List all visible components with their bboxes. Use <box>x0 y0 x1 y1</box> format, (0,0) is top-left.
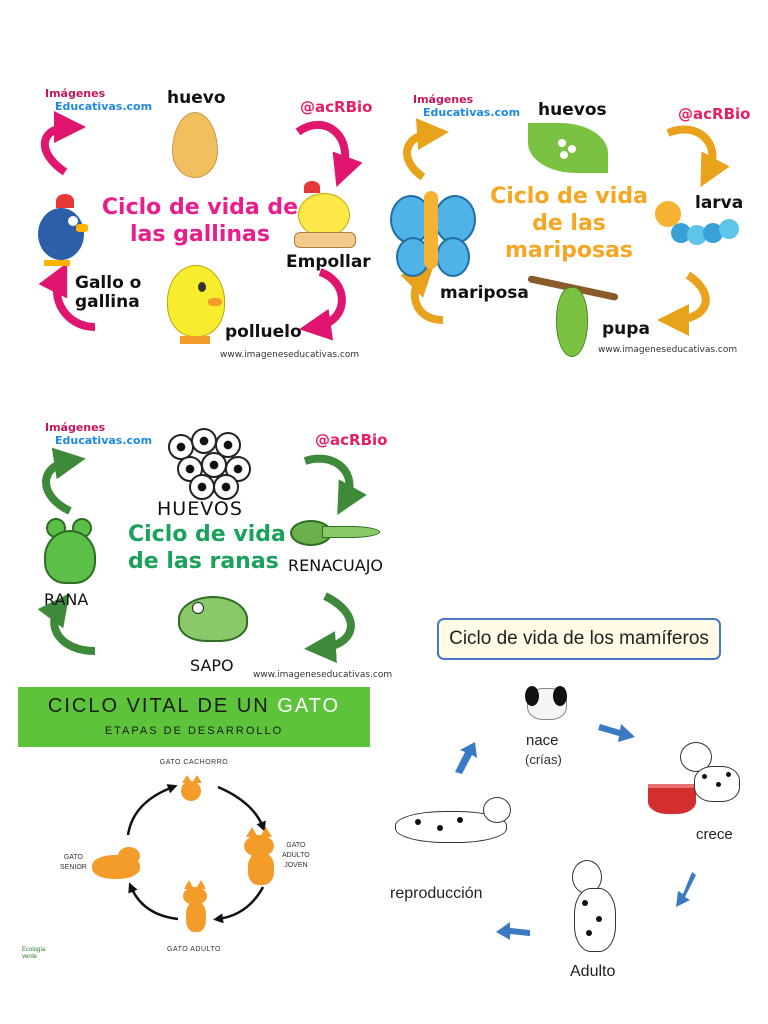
label-polluelo: polluelo <box>225 322 302 342</box>
label-gallo-line-2: gallina <box>75 292 140 312</box>
label-nace: nace <box>526 732 559 749</box>
logo-line-1: Imágenes <box>45 421 106 434</box>
label-gato-cachorro: GATO CACHORRO <box>159 759 229 766</box>
panel-mamiferos <box>380 612 750 992</box>
brand-line-1: Ecología <box>22 947 46 953</box>
cycle-arrow <box>131 887 178 919</box>
panel-gallinas <box>20 82 380 367</box>
mamiferos-title: Ciclo de vida de los mamíferos <box>449 628 709 649</box>
label-huevo: huevo <box>167 88 226 108</box>
adult-dalmatian-icon <box>562 860 632 960</box>
label-gato-senior <box>60 853 87 873</box>
kitten-icon <box>178 773 206 803</box>
young-dalmatian-icon <box>680 742 742 822</box>
brand-line-2: verde <box>22 954 38 960</box>
lying-dalmatian-icon <box>385 797 515 855</box>
label-adulto: Adulto <box>570 963 616 980</box>
ecologia-verde-logo <box>22 947 45 961</box>
tadpole-icon <box>290 516 382 546</box>
label-sapo: SAPO <box>190 656 234 675</box>
senior-line-1: GATO <box>63 854 84 861</box>
toad-icon <box>172 592 250 644</box>
title-line-2: de las ranas <box>128 549 279 574</box>
title-line-1: Ciclo de vida <box>490 184 648 209</box>
panel-gato <box>18 687 370 967</box>
label-huevos: HUEVOS <box>157 498 243 520</box>
cycle-arrow <box>407 133 433 177</box>
imagenes-educativas-logo <box>45 421 152 447</box>
gallinas-title <box>100 194 300 248</box>
cycle-arrow <box>45 127 70 172</box>
imagenes-educativas-logo <box>413 93 520 119</box>
cycle-arrow <box>54 606 95 651</box>
label-mariposa: mariposa <box>440 283 529 303</box>
panel-mariposas <box>388 85 750 365</box>
caterpillar-icon <box>653 195 748 255</box>
mariposas-title <box>480 183 658 264</box>
butterfly-icon <box>390 185 472 280</box>
logo-line-2: Educativas.com <box>55 434 153 447</box>
label-gallo-line-1: Gallo o <box>75 273 142 293</box>
logo-line-2: Educativas.com <box>423 106 521 119</box>
title-line-2: de las <box>532 211 606 236</box>
label-reproduccion: reproducción <box>390 885 483 902</box>
puppy-icon <box>523 682 569 722</box>
title-line-1: Ciclo de vida de <box>101 195 299 220</box>
label-crias: (crías) <box>525 752 562 767</box>
label-gato-adulto-joven <box>282 841 310 871</box>
website-url: www.imageneseducativas.com <box>253 670 393 680</box>
handle-acrbio: @acRBio <box>300 98 373 116</box>
hen-nest-icon <box>290 177 368 249</box>
handle-acrbio: @acRBio <box>315 431 388 449</box>
cycle-arrow <box>320 596 351 648</box>
logo-line-2: Educativas.com <box>55 100 153 113</box>
logo-line-1: Imágenes <box>45 87 106 100</box>
label-larva: larva <box>695 193 744 213</box>
website-url: www.imageneseducativas.com <box>598 345 738 355</box>
label-huevos: huevos <box>538 100 607 120</box>
adult-cat-icon <box>180 880 210 934</box>
joven-line-3: JOVEN <box>284 862 308 869</box>
imagenes-educativas-logo <box>45 87 152 113</box>
rooster-icon <box>28 190 86 268</box>
ranas-title <box>128 521 286 575</box>
cycle-arrow <box>455 742 477 774</box>
title-line-1: Ciclo de vida <box>128 522 286 547</box>
label-gallo-gallina <box>75 274 141 312</box>
cycle-arrow <box>305 459 349 501</box>
leaf-eggs-icon <box>528 123 608 173</box>
label-pupa: pupa <box>602 319 650 339</box>
gato-title-prefix: CICLO VITAL DE UN <box>47 695 278 717</box>
cycle-arrow <box>415 275 443 320</box>
label-crece: crece <box>696 826 733 843</box>
senior-cat-icon <box>92 845 142 881</box>
cycle-arrow <box>298 125 345 172</box>
website-url: www.imageneseducativas.com <box>220 350 360 360</box>
cycle-arrow <box>676 872 696 907</box>
label-rana: RANA <box>44 590 89 609</box>
cycle-arrow <box>46 461 70 511</box>
cycle-arrow <box>673 275 706 320</box>
logo-line-1: Imágenes <box>413 93 474 106</box>
joven-line-2: ADULTO <box>282 852 310 859</box>
cycle-arrow <box>128 787 173 835</box>
frog-eggs-icon <box>163 426 253 498</box>
label-gato-adulto: GATO ADULTO <box>167 946 221 953</box>
cycle-arrow <box>218 787 263 827</box>
frog-icon <box>40 518 100 584</box>
cycle-arrow <box>598 724 635 742</box>
gato-subtitle: ETAPAS DE DESARROLLO <box>104 725 284 737</box>
title-line-3: mariposas <box>504 238 634 263</box>
cycle-arrow <box>315 272 342 327</box>
young-cat-icon <box>240 827 282 887</box>
label-empollar: Empollar <box>286 252 371 272</box>
title-line-2: las gallinas <box>130 222 270 247</box>
gato-title-highlight: GATO <box>277 695 341 717</box>
handle-acrbio: @acRBio <box>678 105 750 123</box>
joven-line-1: GATO <box>286 842 306 849</box>
cycle-arrow <box>496 922 530 940</box>
chick-icon <box>162 260 228 355</box>
senior-line-2: SENIOR <box>60 864 87 871</box>
panel-ranas <box>20 416 395 686</box>
label-renacuajo: RENACUAJO <box>288 556 383 575</box>
cycle-arrow <box>218 887 263 919</box>
cycle-arrow <box>668 129 712 173</box>
